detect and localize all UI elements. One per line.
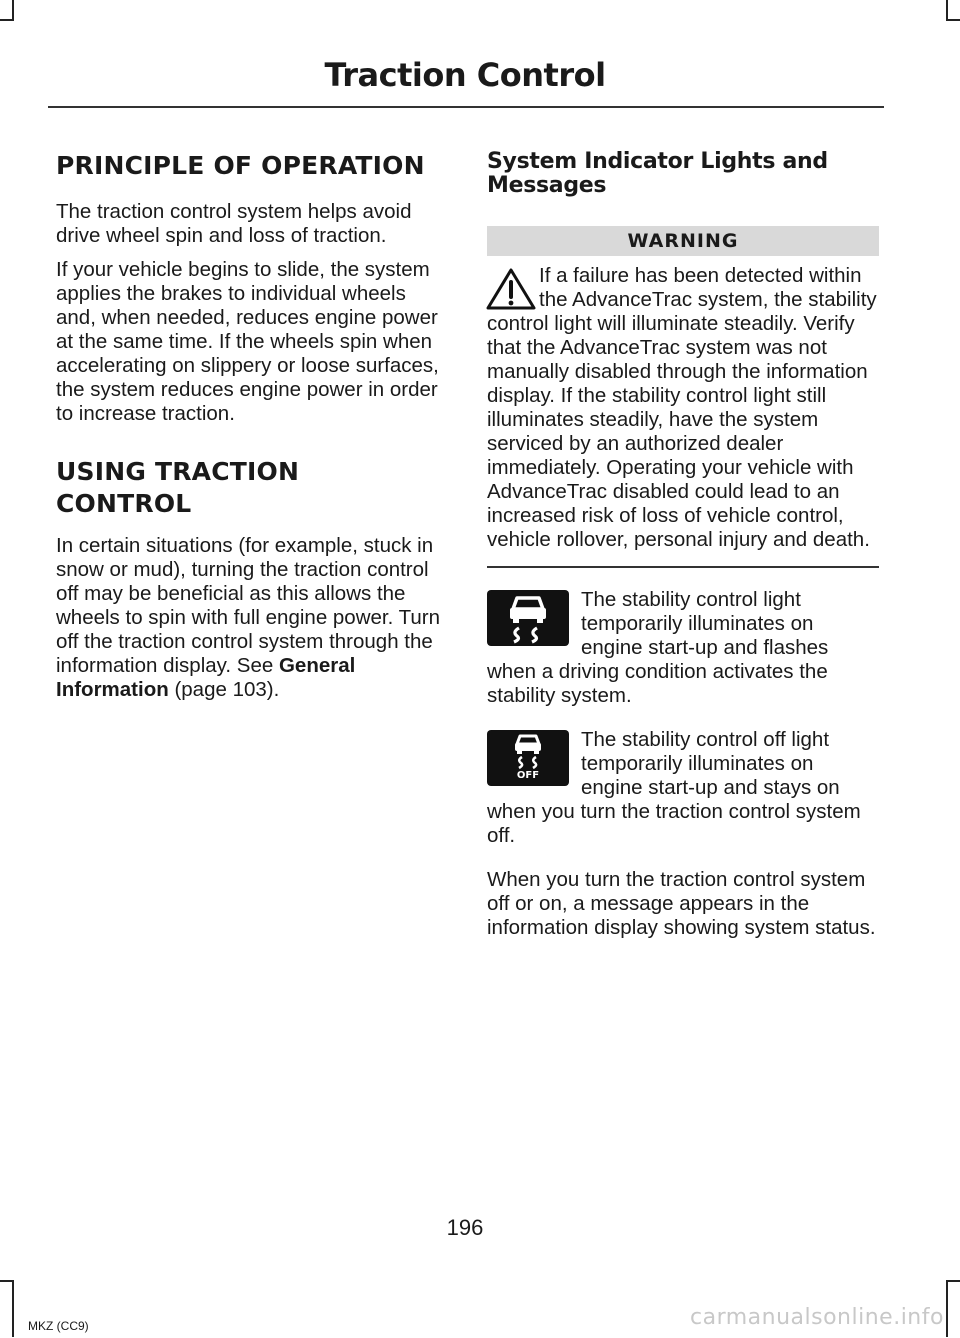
page-number: 196	[446, 1215, 484, 1240]
heading-principle-of-operation: PRINCIPLE OF OPERATION	[56, 151, 425, 180]
stability-control-off-light-icon	[487, 730, 569, 786]
crop-mark	[946, 1280, 948, 1337]
paragraph-text: In certain situations (for example, stuck in snow or mud), turning the traction control off may be beneficial as this allows the wheels to spin with full engine power. Turn off the traction control system through the information display. See	[56, 534, 441, 677]
header-rule	[48, 106, 884, 108]
stability-control-off-light-description: The stability control off light temporarily illuminates on engine start-up and stays on when you turn the traction control system off.	[487, 727, 861, 847]
crop-mark	[946, 1280, 960, 1282]
crop-mark	[946, 19, 960, 21]
crop-mark	[0, 1280, 14, 1282]
footer-model-code: MKZ (CC9)	[28, 1319, 89, 1333]
stability-control-indicator	[487, 588, 879, 708]
stability-control-light-icon	[487, 590, 569, 646]
crop-mark	[0, 19, 14, 21]
warning-triangle-icon	[485, 266, 537, 312]
paragraph-slide-behavior: If your vehicle begins to slide, the system applies the brakes to individual wheels and, when needed, reduces engine power at the same time. If the wheels spin when accelerating on slippery or loose surfaces, the system reduces engine power in order to increase traction.	[56, 258, 439, 425]
crop-mark	[12, 0, 14, 20]
page-title: Traction Control	[324, 56, 606, 94]
heading-system-indicator-lights: System Indicator Lights and Messages	[487, 149, 828, 198]
paragraph-status-message: When you turn the traction control system off or on, a message appears in the information display showing system status.	[487, 867, 876, 939]
warning-divider	[487, 566, 879, 568]
general-information-link[interactable]: General Information	[56, 654, 356, 701]
heading-line-2: CONTROL	[56, 489, 192, 518]
stability-control-light-description: The stability control light temporarily illuminates on engine start-up and flashes when a driving condition activates the stability system.	[487, 587, 829, 707]
right-column	[487, 150, 879, 950]
warning-block	[487, 264, 879, 552]
page-reference: (page 103).	[174, 678, 280, 701]
crop-mark	[12, 1280, 14, 1337]
heading-using-traction-control	[56, 456, 448, 520]
stability-control-off-indicator	[487, 728, 879, 848]
crop-mark	[946, 0, 948, 20]
heading-line-1: USING TRACTION	[56, 457, 300, 486]
warning-text: If a failure has been detected within the AdvanceTrac system, the stability control light will illuminate steadily. Verify that the AdvanceTrac system was not manually disabled through the information display. If the stability control light still illuminates steadily, have the system serviced by an authorized dealer immediately. Operating your vehicle with AdvanceTrac disabled could lead to an increased risk of loss of vehicle control, vehicle rollover, personal injury and death.	[487, 264, 877, 551]
watermark: carmanualsonline.info	[690, 1305, 944, 1330]
paragraph-traction-intro: The traction control system helps avoid drive wheel spin and loss of traction.	[56, 200, 412, 247]
warning-banner: WARNING	[487, 226, 879, 256]
left-column	[56, 150, 448, 712]
paragraph-turn-off-traction	[56, 534, 448, 702]
off-label: OFF	[516, 769, 540, 781]
